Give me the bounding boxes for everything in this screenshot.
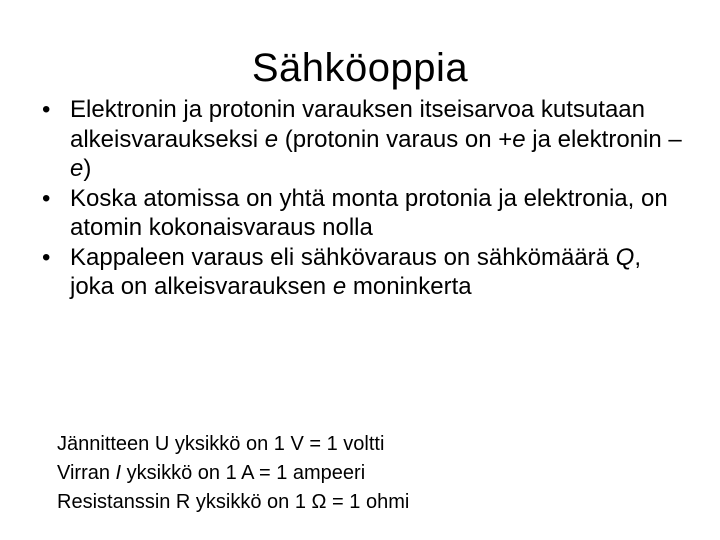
symbol-e: e — [512, 125, 526, 153]
text-segment: Virran — [57, 462, 116, 484]
bullet-item-neutral-atom — [42, 184, 682, 243]
unit-line-voltage: Jännitteen U yksikkö on 1 V = 1 voltti — [57, 433, 385, 455]
text-segment: moninkerta — [346, 273, 472, 300]
text-segment: ja elektronin – — [525, 125, 682, 153]
bullet-list — [42, 95, 682, 302]
symbol-e: e — [332, 273, 347, 300]
text-segment: Elektronin ja protonin varauksen itseisarvoa kutsutaan alkeisvaraukseksi — [70, 96, 645, 153]
units-list — [57, 430, 677, 517]
symbol-i: I — [115, 462, 122, 484]
symbol-q: Q — [615, 243, 635, 271]
bullet-marker: • — [42, 243, 51, 271]
bullet-text: Koska atomissa on yhtä monta protonia ja elektronia, on atomin kokonaisvaraus nolla — [70, 184, 668, 241]
unit-line-current — [57, 459, 677, 488]
text-segment: yksikkö on 1 A = 1 ampeeri — [121, 462, 366, 484]
bullet-item-charge-q — [42, 243, 682, 302]
text-segment: , joka on alkeisvarauksen — [70, 243, 642, 300]
text-segment: Kappaleen varaus eli sähkövaraus on sähkömäärä — [70, 243, 616, 271]
unit-line-resistance: Resistanssin R yksikkö on 1 Ω = 1 ohmi — [57, 491, 410, 513]
text-segment: (protonin varaus on + — [278, 125, 513, 153]
bullet-marker: • — [42, 184, 51, 212]
bullet-text — [70, 244, 641, 301]
symbol-e: e — [70, 155, 84, 182]
bullet-marker: • — [42, 96, 51, 123]
symbol-e: e — [264, 125, 279, 153]
bullet-text — [70, 96, 682, 182]
slide-title: Sähköoppia — [251, 46, 469, 90]
bullet-item-elementary-charge — [42, 95, 682, 184]
text-segment: ) — [83, 155, 92, 182]
